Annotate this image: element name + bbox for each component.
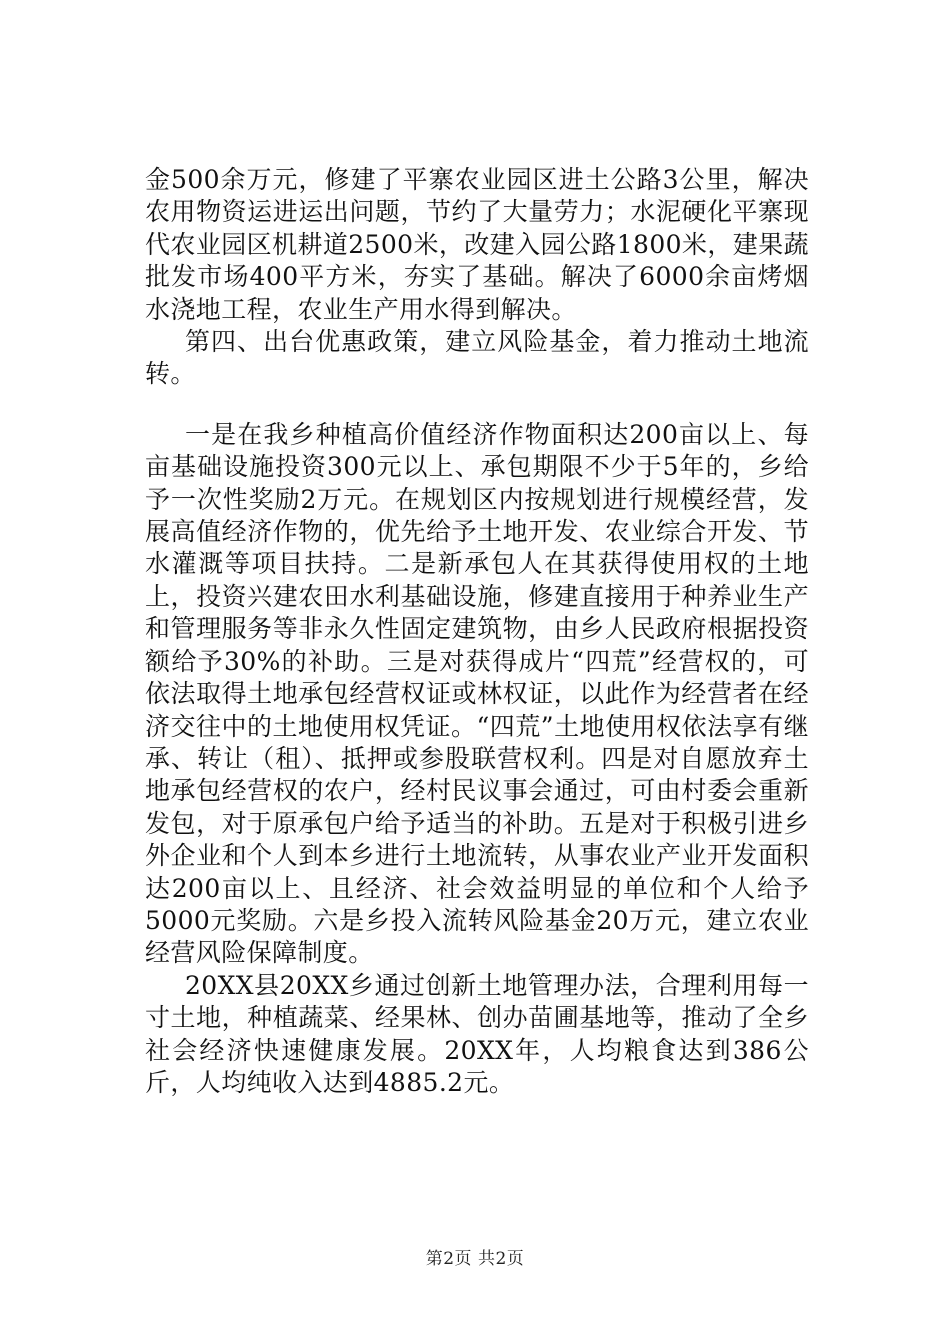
paragraph-continuation: 金500余万元，修建了平寨农业园区进土公路3公里，解决农用物资运进运出问题，节约了大量劳力；水泥硬化平寨现代农业园区机耕道2500米，改建入园公路1800米，建果蔬批发市场400平方米，夯实了基础。解决了6000余亩烤烟水浇地工程，农业生产用水得到解决。 (145, 165, 809, 324)
section-heading: 第四、出台优惠政策，建立风险基金，着力推动土地流转。 (145, 327, 809, 389)
paragraph-summary: 20XX县20XX乡通过创新土地管理办法，合理利用每一寸土地，种植蔬菜、经果林、创办苗圃基地等，推动了全乡社会经济快速健康发展。20XX年，人均粮食达到386公斤，人均纯收入达到4885.2元。 (145, 970, 809, 1097)
page-footer: 第2页 共2页 (425, 1249, 525, 1269)
paragraph-spacer (145, 391, 809, 419)
paragraph-policies: 一是在我乡种植高价值经济作物面积达200亩以上、每亩基础设施投资300元以上、承包期限不少于5年的，乡给予一次性奖励2万元。在规划区内按规划进行规模经营，发展高值经济作物的，优先给予土地开发、农业综合开发、节水灌溉等项目扶持。二是新承包人在其获得使用权的土地上，投资兴建农田水利基础设施，修建直接用于种养业生产和管理服务等非永久性固定建筑物，由乡人民政府根据投资额给予30%的补助。三是对获得成片“四荒”经营权的，可依法取得土地承包经营权证或林权证，以此作为经营者在经济交往中的土地使用权凭证。“四荒”土地使用权依法享有继承、转让（租）、抵押或参股联营权利。四是对自愿放弃土地承包经营权的农户，经村民议事会通过，可由村委会重新发包，对于原承包户给予适当的补助。五是对于积极引进乡外企业和个人到本乡进行土地流转，从事农业产业开发面积达200亩以上、且经济、社会效益明显的单位和个人给予5000元奖励。六是乡投入流转风险基金20万元，建立农业经营风险保障制度。 (145, 419, 809, 968)
document-body (145, 164, 809, 1099)
